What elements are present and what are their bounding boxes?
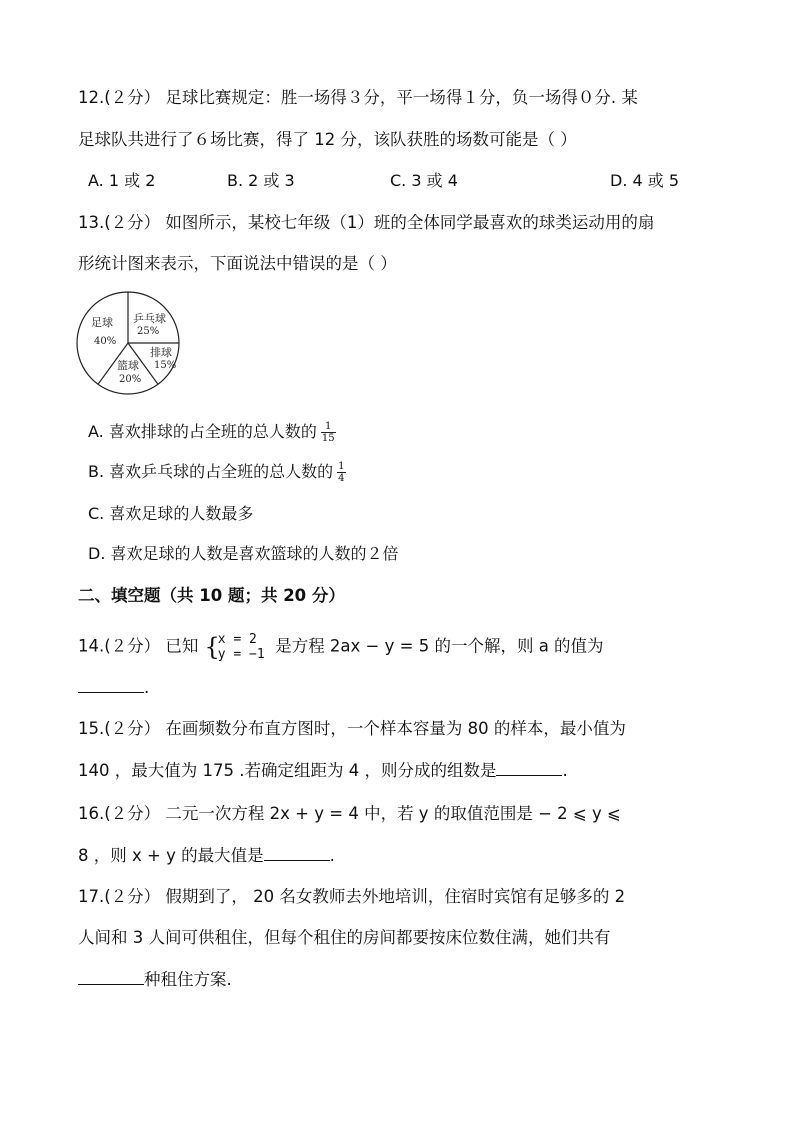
q16-end: . [329, 846, 335, 865]
q12-line2: 足球队共进行了６场比赛，得了 12 分，该队获胜的场数可能是（ ） [78, 130, 577, 149]
q14-line1 [78, 632, 604, 662]
equation-system [204, 632, 264, 662]
q13-option-b-text: B. 喜欢乒乓球的占全班的总人数的 [88, 462, 334, 481]
pie-label-football: 足球 [91, 316, 113, 329]
q14-prefix: 14.(２分） 已知 [78, 636, 199, 656]
q13-line1: 13.(２分） 如图所示，某校七年级（1）班的全体同学最喜欢的球类运动用的扇 [78, 213, 655, 232]
q12-option-b: B. 2 或 3 [227, 171, 295, 190]
q14-suffix: 是方程 2ax − y = 5 的一个解，则 a 的值为 [275, 636, 604, 656]
fraction-1-15 [321, 421, 336, 444]
q13-option-c: C. 喜欢足球的人数最多 [88, 504, 254, 523]
q14-line2 [78, 677, 149, 699]
pie-pct-volleyball: 15% [154, 360, 177, 371]
q15-line2 [78, 760, 568, 782]
pie-label-basketball: 篮球 [117, 359, 139, 372]
q12-option-c: C. 3 或 4 [390, 171, 458, 190]
pie-label-volleyball: 排球 [150, 346, 172, 359]
q17-line3-text: 种租住方案. [144, 970, 232, 989]
q13-option-a-text: A. 喜欢排球的占全班的总人数的 [88, 422, 317, 441]
q13-option-d: D. 喜欢足球的人数是喜欢篮球的人数的２倍 [88, 544, 399, 563]
fraction-denominator: 4 [338, 473, 345, 484]
q14-end: . [144, 678, 150, 697]
brace-icon: { [204, 633, 220, 661]
fraction-numerator: 1 [338, 461, 345, 472]
answer-blank[interactable] [78, 678, 144, 693]
q13-option-a [88, 421, 336, 444]
q16-line1: 16.(２分） 二元一次方程 2x + y = 4 中，若 y 的取值范围是 − 2 ⩽ y ⩽ [78, 804, 621, 823]
pie-pct-football: 40% [94, 336, 117, 347]
q13-line2: 形统计图来表示，下面说法中错误的是（ ） [78, 254, 397, 273]
q17-line3 [78, 969, 232, 991]
q17-line2: 人间和 3 人间可供租住，但每个租住的房间都要按床位数住满，她们共有 [78, 928, 611, 947]
q17-line1: 17.(２分） 假期到了， 20 名女教师去外地培训，住宿时宾馆有足够多的 2 [78, 887, 626, 906]
q13-option-b [88, 461, 346, 484]
q16-line2 [78, 845, 335, 867]
pie-label-pingpong: 乒乓球 [133, 312, 166, 325]
pie-pct-basketball: 20% [119, 374, 142, 385]
answer-blank[interactable] [78, 970, 144, 985]
section-heading: 二、填空题（共 10 题；共 20 分） [78, 586, 345, 605]
q12-line1: 12.(２分） 足球比赛规定：胜一场得３分，平一场得１分，负一场得０分. 某 [78, 88, 638, 107]
q15-line1: 15.(２分） 在画频数分布直方图时，一个样本容量为 80 的样本，最小值为 [78, 719, 626, 738]
q12-option-a: A. 1 或 2 [88, 171, 156, 190]
system-eq2: y = −1 [217, 647, 265, 662]
fraction-1-4 [337, 461, 345, 484]
q15-line2-text: 140 ，最大值为 175 .若确定组距为 4 ，则分成的组数是 [78, 761, 497, 780]
pie-chart [74, 289, 184, 399]
system-eq1: x = 2 [217, 632, 257, 647]
answer-blank[interactable] [496, 761, 562, 776]
q15-end: . [562, 761, 568, 780]
q16-line2-text: 8 ，则 x + y 的最大值是 [78, 846, 264, 865]
q12-option-d: D. 4 或 5 [610, 171, 680, 190]
pie-pct-pingpong: 25% [137, 326, 160, 337]
answer-blank[interactable] [264, 846, 330, 861]
fraction-numerator: 1 [321, 421, 336, 433]
fraction-denominator: 15 [321, 433, 335, 444]
